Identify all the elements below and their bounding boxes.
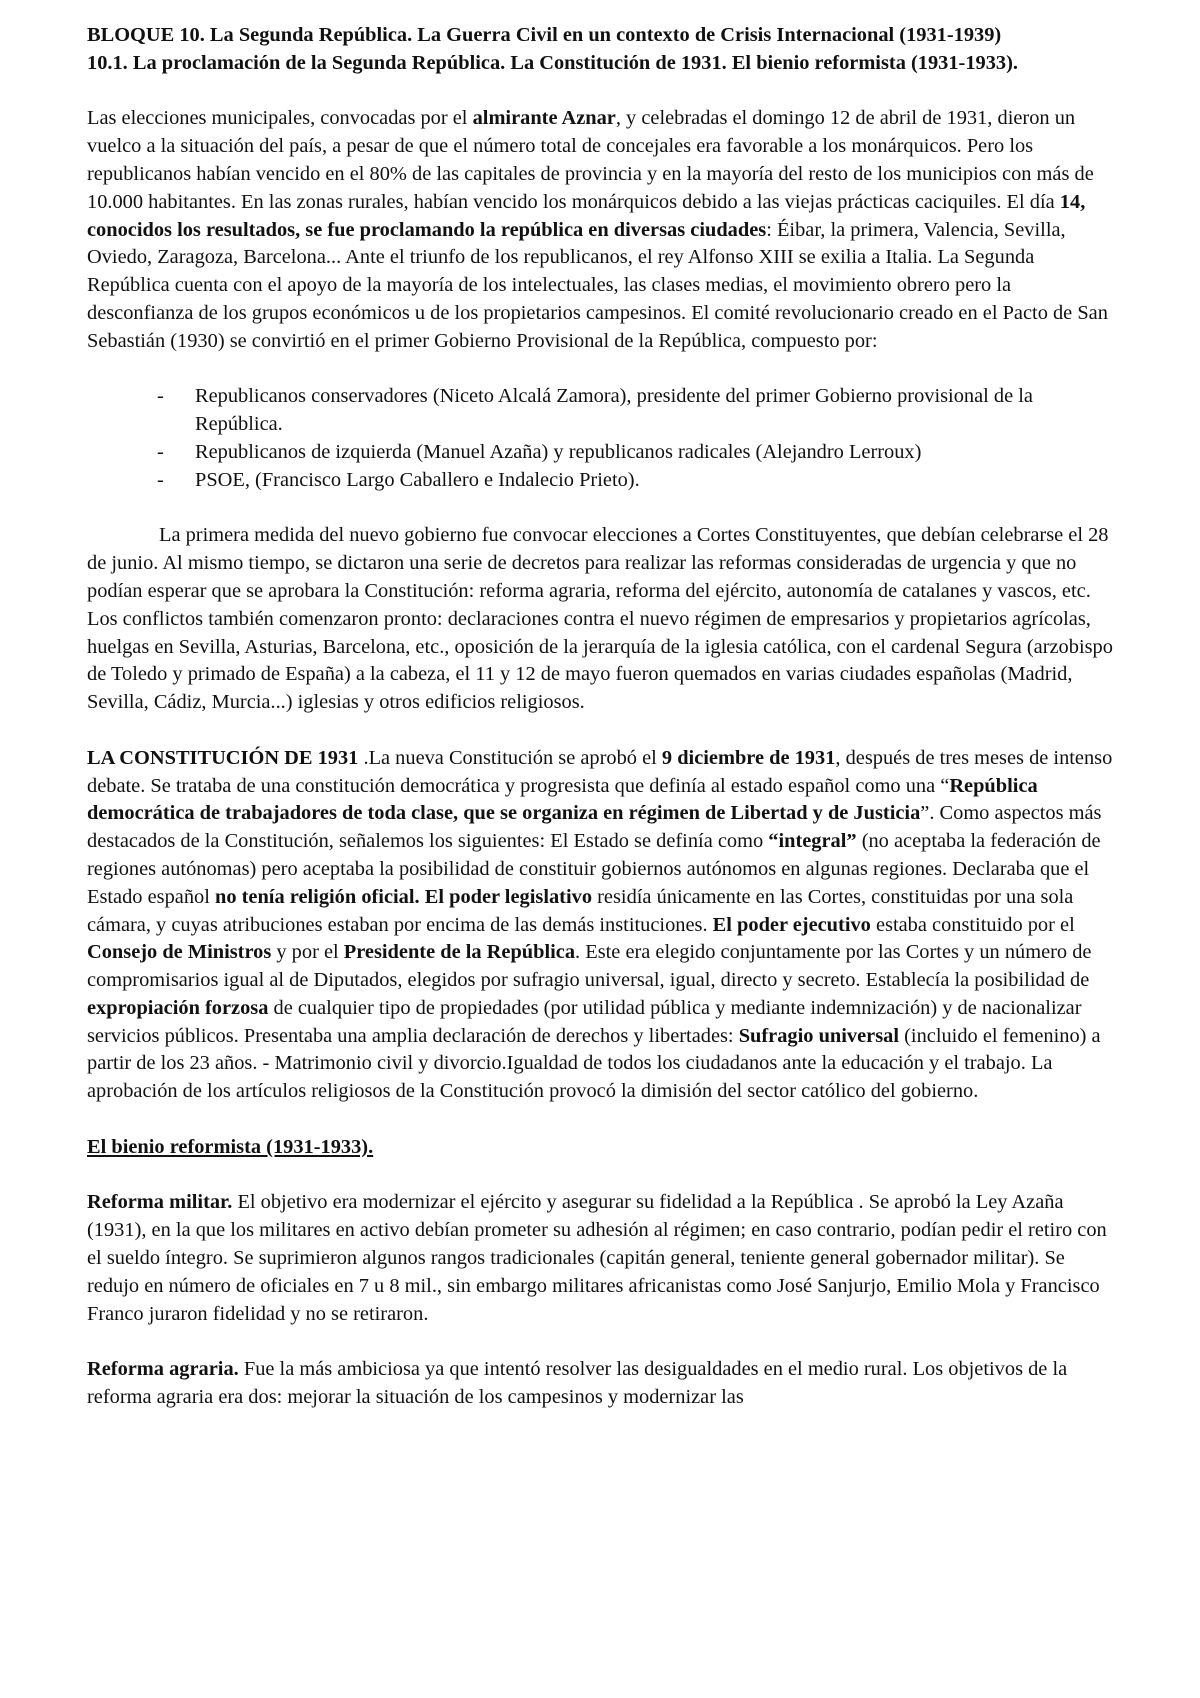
list-item: - PSOE, (Francisco Largo Caballero e Indalecio Prieto). <box>195 467 1115 495</box>
text-run: , después de tres meses de intenso debate. Se trataba de una constitución democrática y progresista que definía al estado español como una “ <box>87 746 1113 797</box>
bold-run: almirante Aznar <box>472 107 616 130</box>
subheading-bienio <box>87 1134 1115 1162</box>
text-run: ”. Como aspectos más destacados de la Constitución, señalemos los siguientes: El Estado se definía como <box>87 802 1102 853</box>
text-run: Fue la más ambiciosa ya que intentó resolver las desigualdades en el medio rural. Los objetivos de la reforma agraria era dos: mejorar la situación de los campesinos y modernizar las <box>87 1358 1068 1409</box>
text-run: estaba constituido por el <box>870 913 1075 936</box>
text-run: (incluido el femenino) a partir de los 23 años. - Matrimonio civil y divorcio.Igualdad de todos los ciudadanos ante la educación y el trabajo. La aprobación de los artículos religiosos de la Constitución provocó la dimisión del sector católico del gobierno. <box>87 1024 1101 1103</box>
spacer <box>87 1328 1115 1356</box>
paragraph-constitucion <box>87 745 1115 1106</box>
bold-run: “integral” <box>768 830 857 853</box>
paragraph-reforma-agraria <box>87 1356 1115 1412</box>
text-run: y por el <box>271 941 344 964</box>
spacer <box>87 1162 1115 1190</box>
spacer <box>87 356 1115 384</box>
text-run: .La nueva Constitución se aprobó el <box>358 746 662 769</box>
list-item: - Republicanos conservadores (Niceto Alcalá Zamora), presidente del primer Gobierno provisional de la República. <box>195 383 1115 439</box>
text-run: Las elecciones municipales, convocadas por el <box>87 107 473 130</box>
bold-run: Consejo de Ministros <box>87 941 272 964</box>
bold-run: República democrática de trabajadores de toda clase, que se organiza en régimen de Libertad y de Justicia <box>87 774 1038 825</box>
gobierno-provisional-list <box>87 383 1115 494</box>
spacer <box>87 1106 1115 1134</box>
spacer <box>87 495 1115 523</box>
bold-run: Reforma agraria. <box>87 1358 239 1381</box>
bold-run: Presidente de la República <box>343 941 576 964</box>
bold-run: expropiación forzosa <box>87 996 269 1019</box>
text-run: (no aceptaba la federación de regiones autónomas) pero aceptaba la posibilidad de constituir gobiernos autónomos en algunas regiones. Declaraba que el Estado español <box>87 830 1101 908</box>
bold-run: Sufragio universal <box>738 1024 900 1047</box>
paragraph-elecciones <box>87 105 1115 355</box>
text-run: El objetivo era modernizar el ejército y asegurar su fidelidad a la República . Se aprobó la Ley Azaña (1931), en la que los militares en activo debían prometer su adhesión al régimen; en caso contrario, podían pedir el retiro con el sueldo íntegro. Se suprimieron algunos rangos tradicionales (capitán general, teniente general gobernador militar). Se redujo en número de oficiales en 7 u 8 mil., sin embargo militares africanistas como José Sanjurjo, Emilio Mola y Francisco Franco juraron fidelidad y no se retiraron. <box>87 1191 1107 1325</box>
bold-run: Reforma militar. <box>87 1191 233 1214</box>
document-title <box>87 22 1115 78</box>
bold-run: LA CONSTITUCIÓN DE 1931 <box>87 746 359 769</box>
bold-run: 9 diciembre de 1931 <box>661 746 836 769</box>
spacer <box>87 78 1115 106</box>
text-run: : Éibar, la primera, Valencia, Sevilla, Oviedo, Zaragoza, Barcelona... Ante el triunfo de los republicanos, el rey Alfonso XIII se exilia a Italia. La Segunda República cuenta con el apoyo de la mayoría de los intelectuales, las clases medias, el movimiento obrero pero la desconfianza de los grupos económicos u de los propietarios campesinos. El comité revolucionario creado en el Pacto de San Sebastián (1930) se convirtió en el primer Gobierno Provisional de la República, compuesto por: <box>87 218 1108 352</box>
title-bloque: BLOQUE 10. La Segunda República. La Guerra Civil en un contexto de Crisis Internacional (1931-1939) <box>87 24 1002 46</box>
bold-run: 14, conocidos los resultados, se fue proclamando la república en diversas ciudades <box>87 190 1086 241</box>
paragraph-reforma-militar <box>87 1189 1115 1328</box>
paragraph-primera-medida: La primera medida del nuevo gobierno fue convocar elecciones a Cortes Constituyentes, que debían celebrarse el 28 de junio. Al mismo tiempo, se dictaron una serie de decretos para realizar las reformas consideradas de urgencia y que no podían esperar que se aprobara la Constitución: reforma agraria, reforma del ejército, autonomía de catalanes y vascos, etc. Los conflictos también comenzaron pronto: declaraciones contra el nuevo régimen de empresarios y propietarios agrícolas, huelgas en Sevilla, Asturias, Barcelona, etc., oposición de la jerarquía de la iglesia católica, con el cardenal Segura (arzobispo de Toledo y primado de España) a la cabeza, el 11 y 12 de mayo fueron quemados en varias ciudades españolas (Madrid, Sevilla, Cádiz, Murcia...) iglesias y otros edificios religiosos. <box>87 524 1113 714</box>
spacer <box>87 717 1115 745</box>
list-item: - Republicanos de izquierda (Manuel Azaña) y republicanos radicales (Alejandro Lerroux) <box>195 439 1115 467</box>
bold-run: El poder ejecutivo <box>712 913 871 936</box>
subheading-text: El bienio reformista (1931-1933). <box>87 1135 374 1158</box>
text-run: . Este era elegido conjuntamente por las Cortes y un número de compromisarios igual al de Diputados, elegidos por sufragio universal, igual, directo y secreto. Establecía la posibilidad de <box>87 941 1092 992</box>
text-run: residía únicamente en las Cortes, constituidas por una sola cámara, y cuyas atribuciones estaban por encima de las demás instituciones. <box>87 885 1074 936</box>
title-section: 10.1. La proclamación de la Segunda República. La Constitución de 1931. El bienio reformista (1931-1933). <box>87 51 1019 74</box>
bold-run: no tenía religión oficial. El poder legislativo <box>214 885 593 908</box>
text-run: , y celebradas el domingo 12 de abril de 1931, dieron un vuelco a la situación del país, a pesar de que el número total de concejales era favorable a los monárquicos. Pero los republicanos habían vencido en el 80% de las capitales de provincia y en la mayoría del resto de los municipios con más de 10.000 habitantes. En las zonas rurales, habían vencido los monárquicos debido a las viejas prácticas caciquiles. El día <box>87 107 1094 213</box>
text-run: de cualquier tipo de propiedades (por utilidad pública y mediante indemnización) y de nacionalizar servicios públicos. Presentaba una amplia declaración de derechos y libertades: <box>87 996 1082 1047</box>
